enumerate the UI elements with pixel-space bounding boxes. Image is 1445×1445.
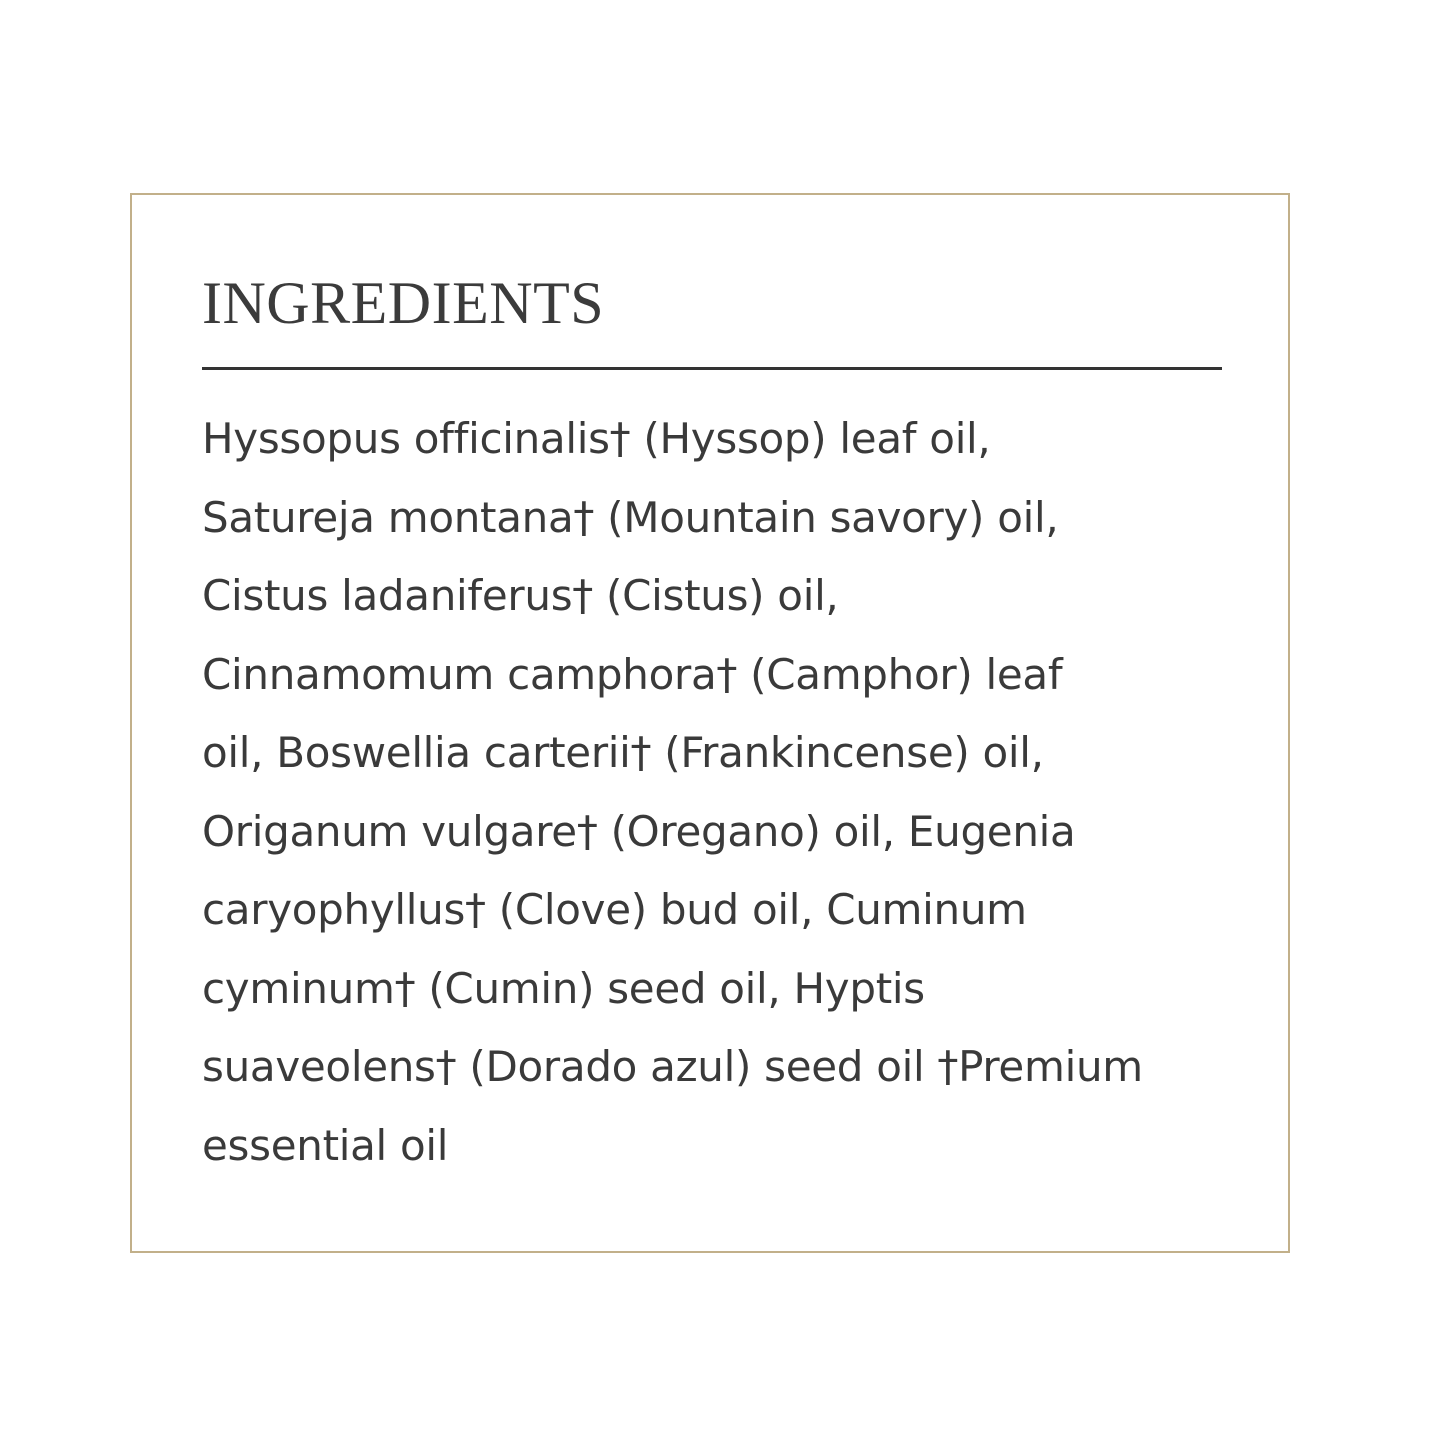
ingredients-panel	[130, 193, 1290, 1253]
ingredients-heading: INGREDIENTS	[202, 270, 605, 336]
heading-divider	[202, 367, 1222, 370]
ingredients-list-text: Hyssopus officinalis† (Hyssop) leaf oil, Satureja montana† (Mountain savory) oil, Cistus ladaniferus† (Cistus) oil, Cinnamomum camphora† (Camphor) leaf oil, Boswellia carterii† (Frankincense) oil, Origanum vulgare† (Oregano) oil, Eugenia caryophyllus† (Clove) bud oil, Cuminum cyminum† (Cumin) seed oil, Hyptis suaveolens† (Dorado azul) seed oil †Premium essential oil	[202, 414, 1143, 1170]
